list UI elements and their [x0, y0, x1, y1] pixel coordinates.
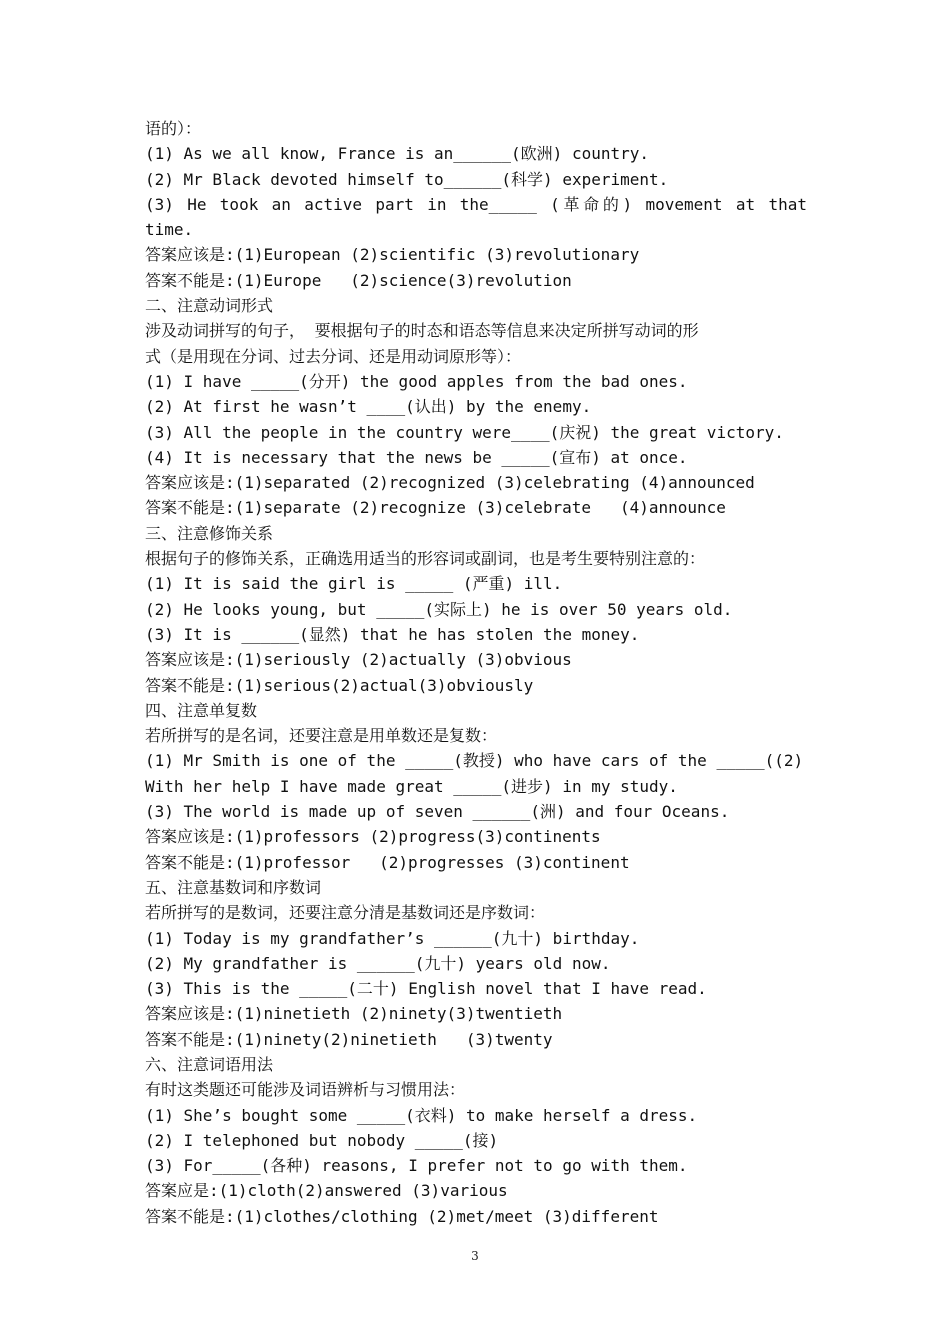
question-line: (2) I telephoned but nobody _____(接) — [145, 1130, 499, 1150]
text-line: 式（是用现在分词、过去分词、还是用动词原形等）： — [145, 346, 522, 366]
answer-wrong-line: 答案不能是:(1)ninety(2)ninetieth (3)twenty — [145, 1029, 553, 1049]
question-line: (3) The world is made up of seven ______(洲) and four Oceans. — [145, 802, 730, 822]
text-line: 根据句子的修饰关系，正确选用适当的形容词或副词，也是考生要特别注意的： — [145, 549, 706, 569]
section-heading: 五、注意基数词和序数词 — [145, 877, 322, 897]
question-line: (1) It is said the girl is _____ (严重) ill. — [145, 574, 563, 594]
text-line: 语的）： — [145, 119, 202, 138]
text-line: 若所拼写的是数词，还要注意分清是基数词还是序数词： — [145, 903, 546, 923]
answer-correct-line: 答案应是:(1)cloth(2)answered (3)various — [145, 1181, 508, 1201]
answer-correct-line: 答案应该是:(1)professors (2)progress(3)continents — [145, 827, 601, 847]
question-line: (2) He looks young, but _____(实际上) he is over 50 years old. — [145, 599, 733, 619]
question-line: (1) Mr Smith is one of the _____(教授) who have cars of the _____((2) — [145, 751, 804, 771]
question-line: (4) It is necessary that the news be _____(宣布) at once. — [145, 447, 688, 467]
answer-wrong-line: 答案不能是:(1)separate (2)recognize (3)celebrate (4)announce — [145, 498, 726, 518]
section-heading: 六、注意词语用法 — [145, 1054, 274, 1074]
question-line: (3) All the people in the country were____(庆祝) the great victory. — [145, 422, 784, 442]
document-body — [145, 116, 807, 1229]
question-line: (1) Today is my grandfather’s ______(九十) birthday. — [145, 928, 640, 948]
text-line: 涉及动词拼写的句子， 要根据句子的时态和语态等信息来决定所拼写动词的形 — [145, 321, 699, 341]
question-line: (3) This is the _____(二十) English novel that I have read. — [145, 979, 707, 999]
answer-wrong-line: 答案不能是:(1)professor (2)progresses (3)continent — [145, 852, 630, 872]
question-line: (3) He took an active part in the_____ (革命的) movement at that — [145, 194, 807, 214]
question-line: (3) It is ______(显然) that he has stolen the money. — [145, 624, 640, 644]
answer-wrong-line: 答案不能是:(1)clothes/clothing (2)met/meet (3)different — [145, 1206, 659, 1226]
answer-wrong-line: 答案不能是:(1)Europe (2)science(3)revolution — [145, 270, 572, 290]
text-line: 有时这类题还可能涉及词语辨析与习惯用法： — [145, 1080, 466, 1100]
question-line: (2) My grandfather is ______(九十) years old now. — [145, 953, 611, 973]
question-line: (2) Mr Black devoted himself to______(科学) experiment. — [145, 169, 669, 189]
text-line: time. — [145, 220, 194, 240]
answer-wrong-line: 答案不能是:(1)serious(2)actual(3)obviously — [145, 675, 534, 695]
question-line: (1) She’s bought some _____(衣料) to make herself a dress. — [145, 1105, 698, 1125]
answer-correct-line: 答案应该是:(1)ninetieth (2)ninety(3)twentieth — [145, 1004, 563, 1024]
question-line: (2) At first he wasn’t ____(认出) by the enemy. — [145, 397, 592, 417]
section-heading: 三、注意修饰关系 — [145, 523, 274, 543]
question-line: With her help I have made great _____(进步) in my study. — [145, 776, 678, 796]
answer-correct-line: 答案应该是:(1)seriously (2)actually (3)obvious — [145, 650, 572, 670]
section-heading: 二、注意动词形式 — [145, 296, 274, 316]
answer-correct-line: 答案应该是:(1)separated (2)recognized (3)celebrating (4)announced — [145, 473, 755, 493]
answer-correct-line: 答案应该是:(1)European (2)scientific (3)revolutionary — [145, 245, 640, 265]
page-number: 3 — [471, 1249, 479, 1263]
question-line: (1) I have _____(分开) the good apples from the bad ones. — [145, 371, 688, 391]
section-heading: 四、注意单复数 — [145, 700, 258, 720]
question-line: (1) As we all know, France is an______(欧洲) country. — [145, 144, 650, 164]
text-line: 若所拼写的是名词，还要注意是用单数还是复数： — [145, 726, 498, 746]
question-line: (3) For_____(各种) reasons, I prefer not to go with them. — [145, 1156, 688, 1176]
